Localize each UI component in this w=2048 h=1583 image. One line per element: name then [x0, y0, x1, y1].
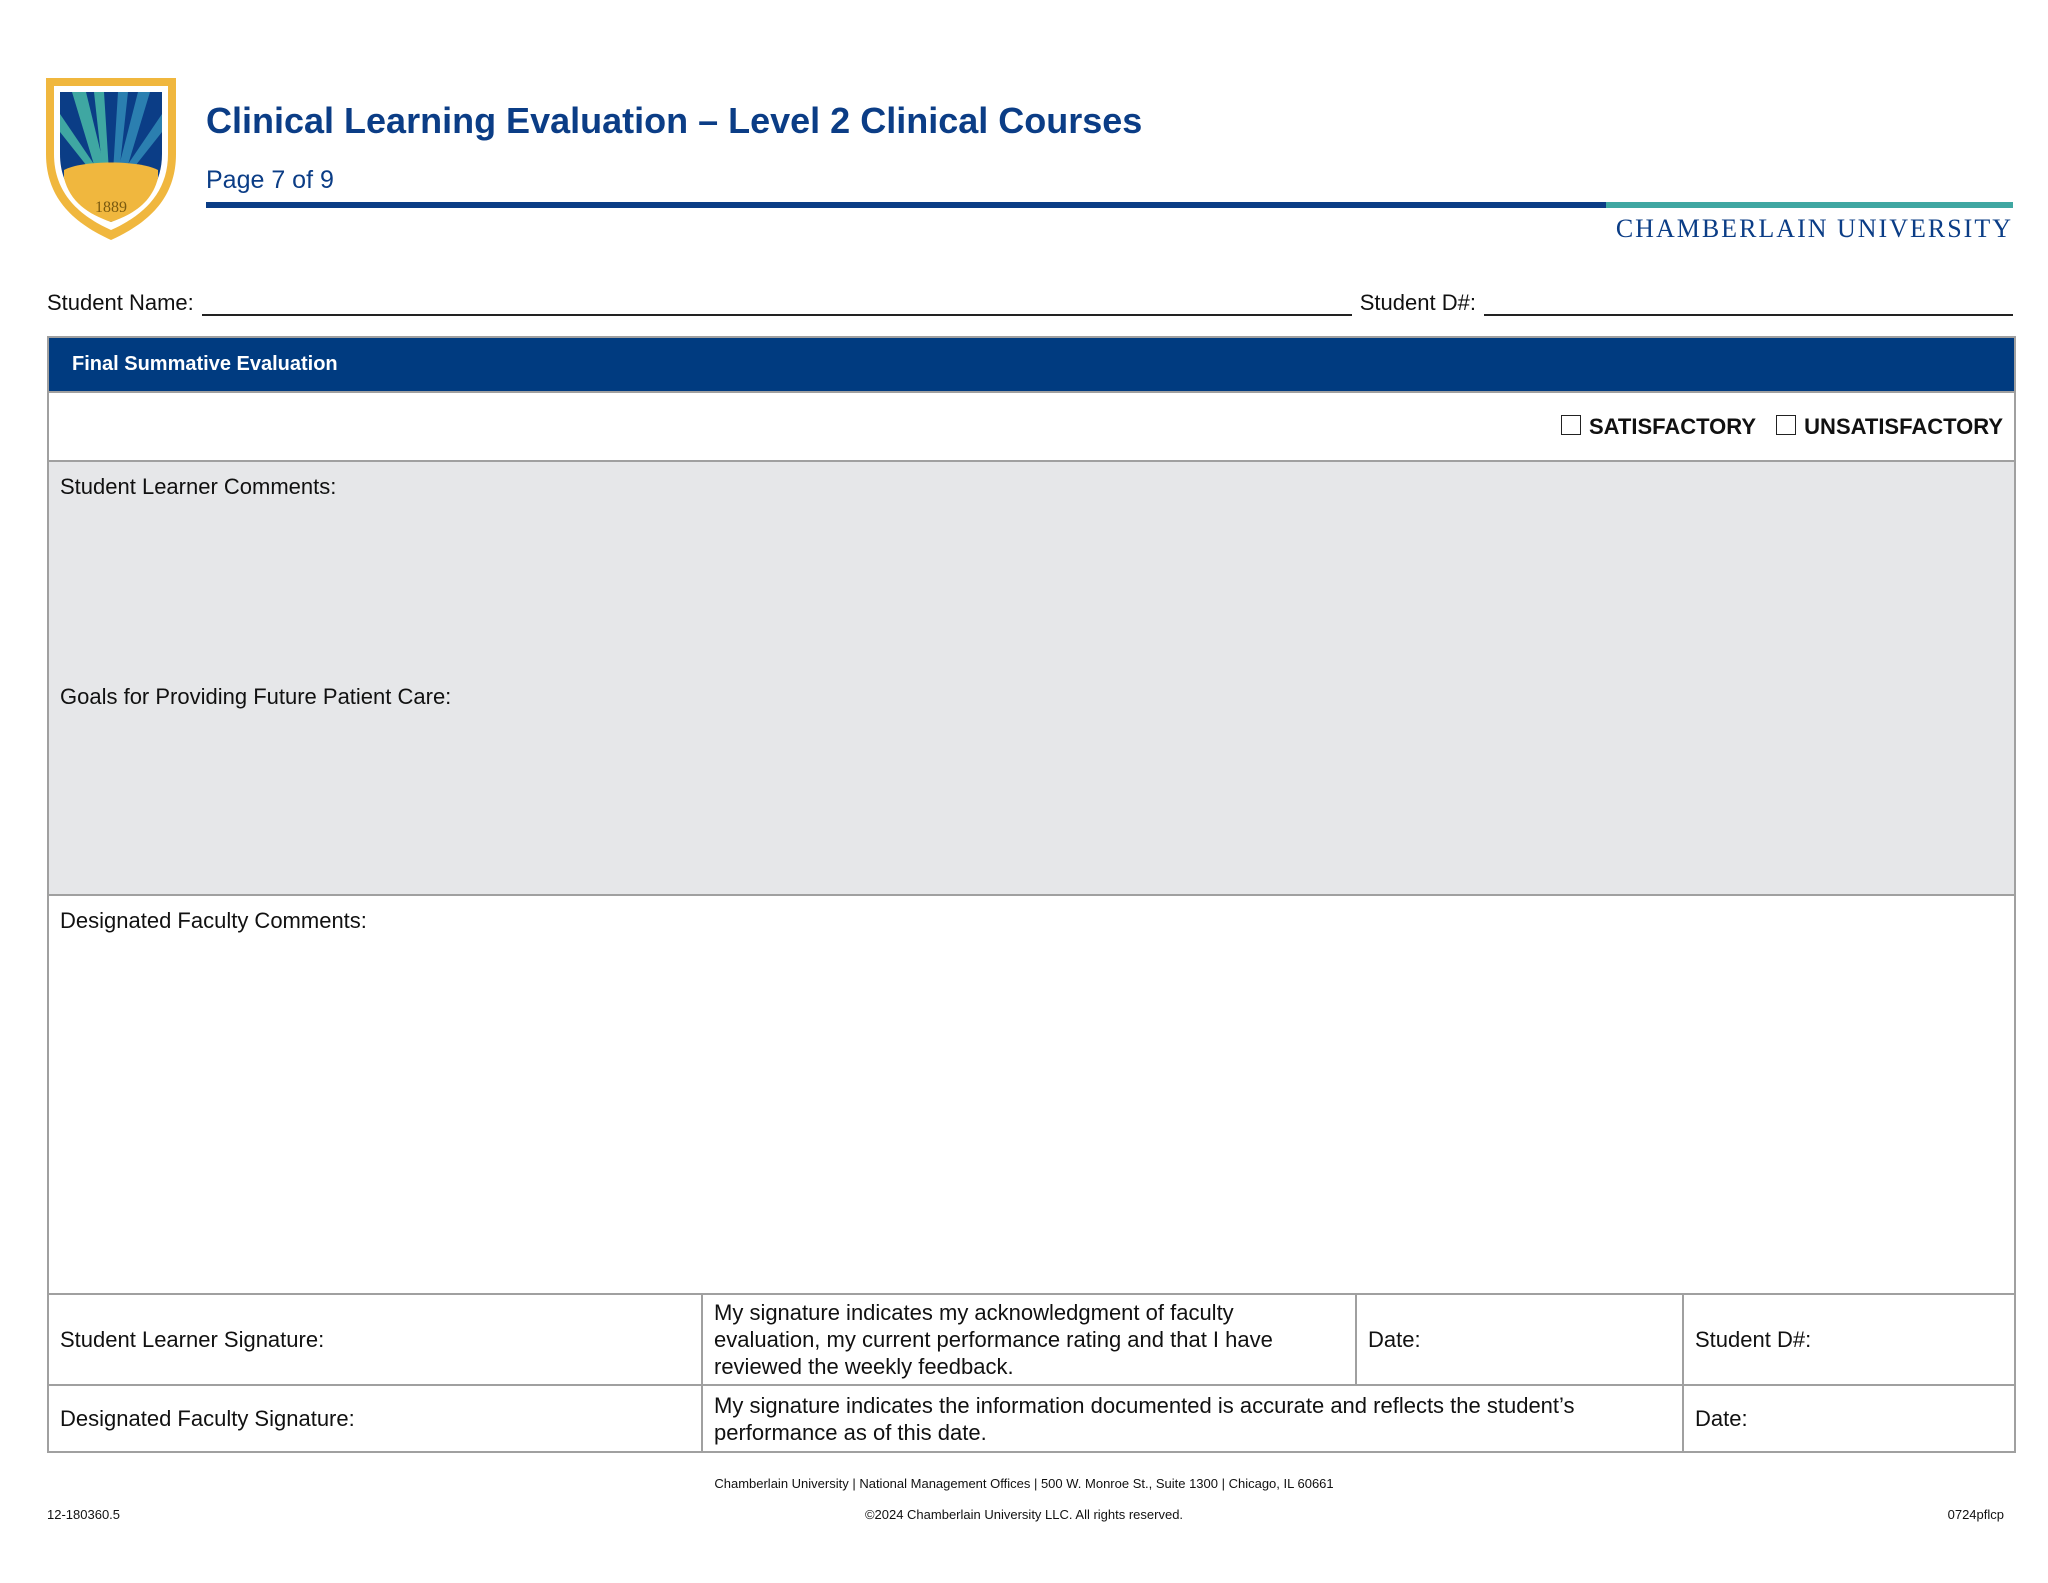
faculty-signature-label: Designated Faculty Signature:: [60, 1405, 355, 1431]
student-name-field[interactable]: [202, 290, 1352, 316]
footer-copyright: ©2024 Chamberlain University LLC. All rights reserved.: [864, 1507, 1184, 1522]
unsatisfactory-option[interactable]: [1776, 414, 2003, 439]
page-number: Page 7 of 9: [206, 166, 334, 194]
section-header: Final Summative Evaluation: [48, 337, 2015, 392]
satisfactory-label: SATISFACTORY: [1588, 413, 1757, 439]
student-comments-area[interactable]: [48, 461, 2015, 895]
unsatisfactory-label: UNSATISFACTORY: [1804, 413, 2003, 439]
student-id-field[interactable]: [1484, 290, 2013, 316]
faculty-date-label: Date:: [1695, 1405, 1748, 1431]
university-crest-logo: [42, 74, 180, 244]
footer-code: 0724pflcp: [1947, 1507, 2004, 1522]
goals-block[interactable]: [60, 684, 2003, 894]
header-rule-blue: [206, 202, 1606, 208]
student-info-row: [47, 284, 2013, 316]
evaluation-form-table: [47, 336, 2016, 1453]
faculty-signature-note: My signature indicates the information documented is accurate and reflects the student’s performance as of this date.: [702, 1385, 1683, 1452]
goals-label: Goals for Providing Future Patient Care:: [60, 684, 452, 709]
faculty-signature-row: [48, 1385, 2015, 1452]
student-comments-block: [60, 474, 2003, 684]
student-id-sign-field[interactable]: [1683, 1294, 2015, 1385]
student-comments-label: Student Learner Comments:: [60, 474, 337, 499]
student-signature-label: Student Learner Signature:: [60, 1326, 325, 1352]
student-id-sign-label: Student D#:: [1695, 1326, 1812, 1352]
faculty-date-field[interactable]: [1683, 1385, 2015, 1452]
student-signature-row: [48, 1294, 2015, 1385]
student-id-label: Student D#:: [1359, 290, 1476, 315]
faculty-comments-area[interactable]: [48, 895, 2015, 1294]
faculty-signature-field[interactable]: [48, 1385, 702, 1452]
page-title: Clinical Learning Evaluation – Level 2 Clinical Courses: [206, 100, 1143, 141]
student-name-label: Student Name:: [47, 290, 194, 315]
student-date-field[interactable]: [1356, 1294, 1683, 1385]
unsatisfactory-checkbox[interactable]: [1776, 415, 1796, 435]
rating-cell: [48, 392, 2015, 461]
crest-year: 1889: [95, 199, 127, 216]
student-signature-note: My signature indicates my acknowledgment of faculty evaluation, my current performance rating and that I have reviewed the weekly feedback.: [702, 1294, 1356, 1385]
university-wordmark: CHAMBERLAIN UNIVERSITY: [1615, 214, 2013, 243]
satisfactory-checkbox[interactable]: [1561, 415, 1581, 435]
student-date-label: Date:: [1368, 1326, 1421, 1352]
footer-doc-id: 12-180360.5: [47, 1507, 121, 1522]
footer-address: Chamberlain University | National Management Offices | 500 W. Monroe St., Suite 1300 | Chicago, IL 60661: [714, 1476, 1334, 1491]
student-signature-field[interactable]: [48, 1294, 702, 1385]
header-rule-teal: [1606, 202, 2013, 208]
faculty-comments-label: Designated Faculty Comments:: [60, 908, 367, 933]
satisfactory-option[interactable]: [1561, 414, 1756, 439]
